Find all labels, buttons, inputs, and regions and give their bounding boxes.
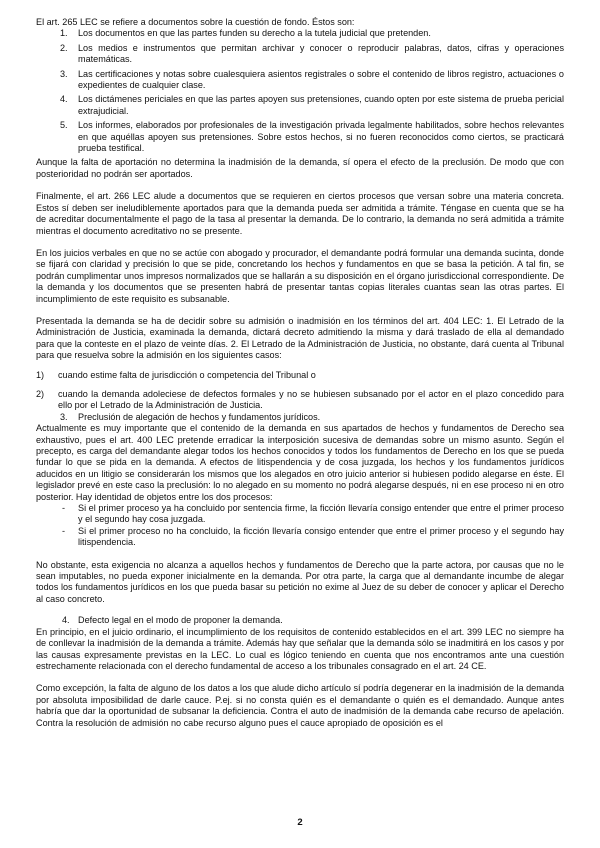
section-number: 3. — [60, 411, 68, 422]
list-number: 5. — [60, 120, 68, 131]
paragraph-juicios-verbales: En los juicios verbales en que no se actúe con abogado y procurador, el demandante podrá formular una demanda sucinta, donde se fijará con claridad y precisión lo que se pide, concretando los hechos y fundamentos en que se basa la petición. A tal fin, se podrán cumplimentar unos impresos normalizados que se hallarán a su disposición en el órgano jurisdiccional correspondiente. De la demanda y los documentos que se presenten habrá de presentar tantas copias literales cuantas sean las otras partes. El incumplimiento de este requisito es subsanable. — [36, 247, 564, 304]
bullet-item — [36, 503, 564, 526]
list-item — [36, 43, 564, 66]
page-number: 2 — [297, 817, 303, 828]
list-item-text: Las certificaciones y notas sobre cualesquiera asientos registrales o sobre el contenido de libros registro, actuaciones o expedientes de cualquier clase. — [78, 68, 564, 91]
case-text: cuando la demanda adoleciese de defectos formales y no se hubiesen subsanado por el actor en el plazo concedido para ello por el Letrado de la Administración de Justicia. — [58, 388, 564, 411]
paragraph-art-266: Finalmente, el art. 266 LEC alude a documentos que se requieren en ciertos procesos que versan sobre una materia concreta. Estos sí deben ser ineludiblemente aportados para que la demanda pueda ser admitida a trámite. Téngase en cuenta que se ha de acreditar documentalmente el pago de la tasa al presentar la demanda. De lo contrario, la demanda no será admitida a trámite mientras el documento acreditativo no se presente. — [36, 191, 564, 236]
bullet-dash: - — [62, 525, 66, 536]
paragraph-art-265-intro: El art. 265 LEC se refiere a documentos sobre la cuestión de fondo. Éstos son: — [36, 17, 355, 27]
list-number: 4. — [60, 94, 68, 105]
case-item — [36, 389, 564, 412]
list-item — [36, 120, 564, 154]
list-item-text: Los medios e instrumentos que permitan archivar y conocer o reproducir palabras, datos, cifras y operaciones matemáticas. — [78, 42, 564, 65]
section-heading-4 — [36, 615, 564, 626]
paragraph-art-400: Actualmente es muy importante que el contenido de la demanda en sus apartados de hechos y fundamentos de Derecho sea exhaustivo, pues el art. 400 LEC pretende erradicar la interposición sucesiva de demandas sobre un mismo asunto. Según el precepto, es carga del demandante alegar todos los hechos conocidos y todos los fundamentos de Derecho en los que se pueda fundar lo que se pida en la demanda. A efectos de litispendencia y de cosa juzgada, los hechos y los fundamentos jurídicos aducidos en un litigio se considerarán los mismos que los alegados en otro juicio anterior si hubiesen podido alegarse en éste. El legislador prevé en este caso la preclusión: lo no alegado en su momento no podrá alegarse después, ni en ese proceso ni en otro posterior. Hay identidad de objetos entre los dos procesos: — [36, 423, 564, 502]
paragraph-art-404: Presentada la demanda se ha de decidir sobre su admisión o inadmisión en los términos del art. 404 LEC: 1. El Letrado de la Administración de Justicia, examinada la demanda, dictará decreto admitiendo la misma y dará traslado de ella al demandado para que la conteste en el plazo de veinte días. 2. El Letrado de la Administración de Justicia, no obstante, dará cuenta al Tribunal para que resuelva sobre la admisión en los siguientes casos: — [36, 315, 564, 361]
case-text: cuando estime falta de jurisdicción o competencia del Tribunal o — [58, 369, 316, 380]
art-265-document-list — [36, 28, 564, 154]
paragraph-preclusion-note: Aunque la falta de aportación no determina la inadmisión de la demanda, sí opera el efecto de la preclusión. De modo que con posterioridad no podrán ser aportados. — [36, 157, 564, 179]
list-item — [36, 28, 564, 39]
list-item — [36, 69, 564, 92]
case-number: 1) — [36, 369, 45, 380]
list-number: 3. — [60, 68, 68, 79]
section-title: Preclusión de alegación de hechos y fundamentos jurídicos. — [78, 411, 321, 422]
list-item — [36, 94, 564, 117]
list-item-text: Los dictámenes periciales en que las partes apoyen sus pretensiones, cuando opten por este sistema de prueba pericial extrajudicial. — [78, 94, 564, 116]
list-item-text: Los documentos en que las partes funden su derecho a la tutela judicial que pretenden. — [78, 28, 431, 39]
section-title: Defecto legal en el modo de proponer la demanda. — [78, 615, 283, 626]
paragraph-art-399: En principio, en el juicio ordinario, el incumplimiento de los requisitos de contenido establecidos en el art. 399 LEC no siempre ha de conllevar la inadmisión de la demanda a trámite. Además hay que señalar que la demanda sólo se inadmitirá en los casos y por las causas expresamente previstas en la LEC. Lo cual es lógico teniendo en cuenta que nos encontramos ante una cuestión estrechamente relacionada con el derecho fundamental de acceso a los tribunales consagrado en el art. 24 CE. — [36, 626, 564, 671]
list-number: 2. — [60, 42, 68, 53]
list-number: 1. — [60, 28, 68, 39]
list-item-text: Los informes, elaborados por profesionales de la investigación privada legalmente habilitados, sobre hechos relevantes en que aquéllas apoyen sus pretensiones. Sobre estos hechos, si no fueren reconocidos como ciertos, se practicará prueba testifical. — [78, 120, 564, 154]
paragraph-no-obstante: No obstante, esta exigencia no alcanza a aquellos hechos y fundamentos de Derecho que la parte actora, por causas que no le sean imputables, no pueda exponer inicialmente en la demanda. Por otra parte, la carga que al demandante incumbe de alegar todos los fundamentos jurídicos en los que pueda basar su petición no exime al Juez de su deber de conocer y aplicar el Derecho al caso concreto. — [36, 559, 564, 604]
bullet-text: Si el primer proceso ya ha concluido por sentencia firme, la ficción llevaría consigo entender que entre el primer proceso y el segundo hay cosa juzgada. — [78, 503, 564, 525]
section-number: 4. — [62, 615, 70, 626]
case-item — [36, 370, 564, 381]
bullet-item — [36, 526, 564, 549]
paragraph-excepcion: Como excepción, la falta de alguno de los datos a los que alude dicho artículo sí podría degenerar en la inadmisión de la demanda por absoluta imposibilidad de darle cauce. P.ej. si no consta quién es el demandante o quién es el demandado. Aunque antes habría que dar la oportunidad de subsanar la deficiencia. Contra el auto de inadmisión de la demanda cabe recurso de apelación. Contra la resolución de admisión no cabe recurso alguno pues el cauce apropiado de oposición es el — [36, 683, 564, 728]
bullet-dash: - — [62, 503, 66, 514]
case-number: 2) — [36, 388, 45, 399]
bullet-text: Si el primer proceso no ha concluido, la ficción llevaría consigo entender que entre el primer proceso y el segundo hay litispendencia. — [78, 525, 564, 548]
section-heading-3 — [36, 412, 564, 423]
